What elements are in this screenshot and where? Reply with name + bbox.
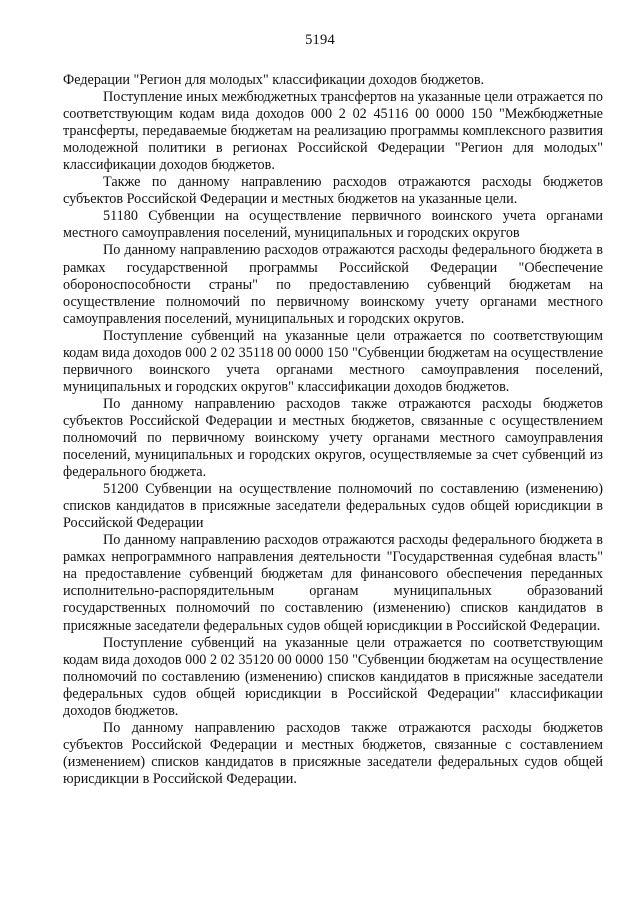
paragraph: По данному направлению расходов отражаются расходы федерального бюджета в рамках государственной программы Российской Федерации "Обеспечение обороноспособности страны" по предоставлению субвенций бюджетам на осуществление полномочий по первичному воинскому учету органами местного самоуправления поселений, муниципальных и городских округов. [63, 242, 603, 327]
paragraph: Поступление субвенций на указанные цели отражается по соответствующим кодам вида доходов 000 2 02 35118 00 0000 150 "Субвенции бюджетам на осуществление первичного воинского учета органами местного самоуправления поселений, муниципальных и городских округов" классификации доходов бюджетов. [63, 327, 603, 395]
paragraph: По данному направлению расходов также отражаются расходы бюджетов субъектов Российской Федерации и местных бюджетов, связанные с составлением (изменением) списков кандидатов в присяжные заседатели федеральных судов общей юрисдикции в Российской Федерации. [63, 719, 603, 787]
paragraph: По данному направлению расходов отражаются расходы федерального бюджета в рамках непрограммного направления деятельности "Государственная судебная власть" на предоставление субвенций бюджетам для финансового обеспечения переданных исполнительно-распорядительным органам муниципальных образований государственных полномочий по составлению (изменению) списков кандидатов в присяжные заседатели федеральных судов общей юрисдикции в Российской Федерации. [63, 532, 603, 634]
page-number: 5194 [305, 32, 335, 48]
section-heading-51180: 51180 Субвенции на осуществление первичного воинского учета органами местного самоуправления поселений, муниципальных и городских округов [63, 208, 603, 242]
document-body [63, 72, 603, 788]
paragraph: Поступление субвенций на указанные цели отражается по соответствующим кодам вида доходов 000 2 02 35120 00 0000 150 "Субвенции бюджетам на осуществление полномочий по составлению (изменению) списков кандидатов в присяжные заседатели федеральных судов общей юрисдикции в Российской Федерации" классификации доходов бюджетов. [63, 634, 603, 719]
paragraph: По данному направлению расходов также отражаются расходы бюджетов субъектов Российской Федерации и местных бюджетов, связанные с осуществлением полномочий по первичному воинскому учету органами местного самоуправления поселений, муниципальных и городских округов, осуществляемые за счет субвенций из федерального бюджета. [63, 395, 603, 481]
section-heading-51200: 51200 Субвенции на осуществление полномочий по составлению (изменению) списков кандидатов в присяжные заседатели федеральных судов общей юрисдикции в Российской Федерации [63, 481, 603, 532]
paragraph-continuation: Федерации "Регион для молодых" классификации доходов бюджетов. [63, 72, 485, 88]
paragraph: Также по данному направлению расходов отражаются расходы бюджетов субъектов Российской Федерации и местных бюджетов на указанные цели. [63, 174, 603, 208]
paragraph: Поступление иных межбюджетных трансфертов на указанные цели отражается по соответствующим кодам вида доходов 000 2 02 45116 00 0000 150 "Межбюджетные трансферты, передаваемые бюджетам на реализацию программы комплексного развития молодежной политики в регионах Российской Федерации "Регион для молодых" классификации доходов бюджетов. [63, 89, 603, 174]
